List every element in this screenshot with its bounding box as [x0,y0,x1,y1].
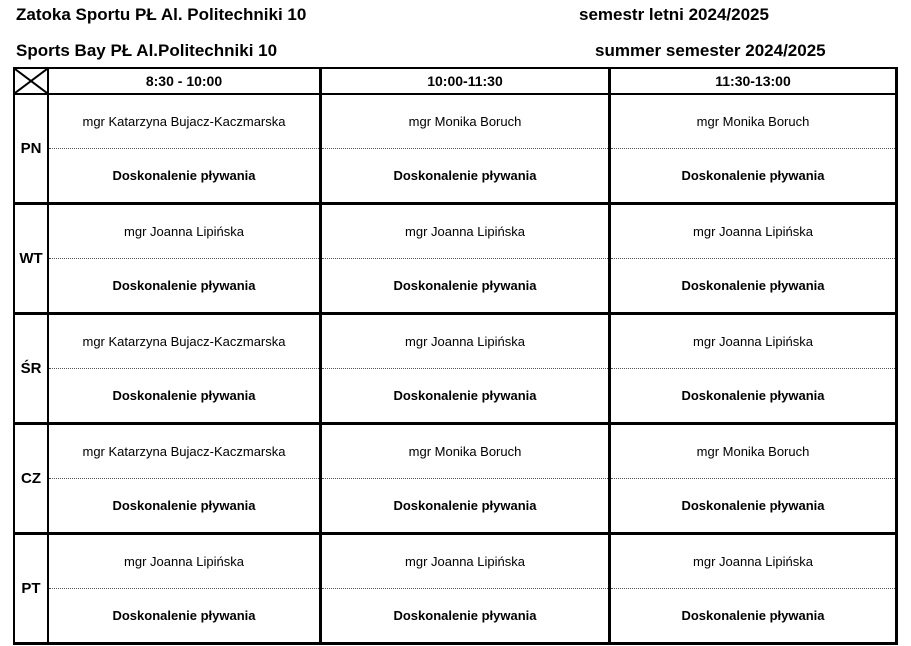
day-row-instructors [14,424,897,479]
instructor-cell: mgr Monika Boruch [610,94,897,149]
activity-cell: Doskonalenie pływania [321,369,610,424]
day-row-instructors [14,314,897,369]
instructor-cell: mgr Joanna Lipińska [321,314,610,369]
activity-cell: Doskonalenie pływania [321,589,610,644]
time-header-row [14,68,897,94]
time-slot-header: 11:30-13:00 [610,68,897,94]
day-row-activities [14,149,897,204]
activity-cell: Doskonalenie pływania [610,479,897,534]
activity-cell: Doskonalenie pływania [48,369,321,424]
activity-cell: Doskonalenie pływania [48,479,321,534]
instructor-cell: mgr Monika Boruch [610,424,897,479]
instructor-cell: mgr Joanna Lipińska [48,534,321,589]
day-row-instructors [14,204,897,259]
title-polish: Zatoka Sportu PŁ Al. Politechniki 10 [16,5,307,24]
semester-polish: semestr letni 2024/2025 [579,5,769,24]
schedule-table [13,67,898,645]
day-label: ŚR [14,314,48,424]
corner-cross-cell [14,68,48,94]
instructor-cell: mgr Joanna Lipińska [610,534,897,589]
activity-cell: Doskonalenie pływania [48,149,321,204]
activity-cell: Doskonalenie pływania [610,259,897,314]
instructor-cell: mgr Joanna Lipińska [610,314,897,369]
instructor-cell: mgr Monika Boruch [321,94,610,149]
instructor-cell: mgr Joanna Lipińska [321,204,610,259]
instructor-cell: mgr Monika Boruch [321,424,610,479]
time-slot-header: 10:00-11:30 [321,68,610,94]
day-row-activities [14,259,897,314]
instructor-cell: mgr Joanna Lipińska [321,534,610,589]
day-label: PN [14,94,48,204]
instructor-cell: mgr Joanna Lipińska [610,204,897,259]
activity-cell: Doskonalenie pływania [321,259,610,314]
instructor-cell: mgr Katarzyna Bujacz-Kaczmarska [48,424,321,479]
activity-cell: Doskonalenie pływania [610,589,897,644]
day-row-activities [14,369,897,424]
instructor-cell: mgr Katarzyna Bujacz-Kaczmarska [48,314,321,369]
activity-cell: Doskonalenie pływania [321,149,610,204]
day-label: CZ [14,424,48,534]
instructor-cell: mgr Joanna Lipińska [48,204,321,259]
activity-cell: Doskonalenie pływania [610,149,897,204]
day-row-instructors [14,94,897,149]
day-row-activities [14,589,897,644]
activity-cell: Doskonalenie pływania [48,589,321,644]
time-slot-header: 8:30 - 10:00 [48,68,321,94]
day-label: WT [14,204,48,314]
day-label: PT [14,534,48,644]
activity-cell: Doskonalenie pływania [321,479,610,534]
semester-english: summer semester 2024/2025 [595,41,826,60]
cross-icon [15,69,47,93]
day-row-activities [14,479,897,534]
instructor-cell: mgr Katarzyna Bujacz-Kaczmarska [48,94,321,149]
title-english: Sports Bay PŁ Al.Politechniki 10 [16,41,278,60]
day-row-instructors [14,534,897,589]
activity-cell: Doskonalenie pływania [610,369,897,424]
activity-cell: Doskonalenie pływania [48,259,321,314]
